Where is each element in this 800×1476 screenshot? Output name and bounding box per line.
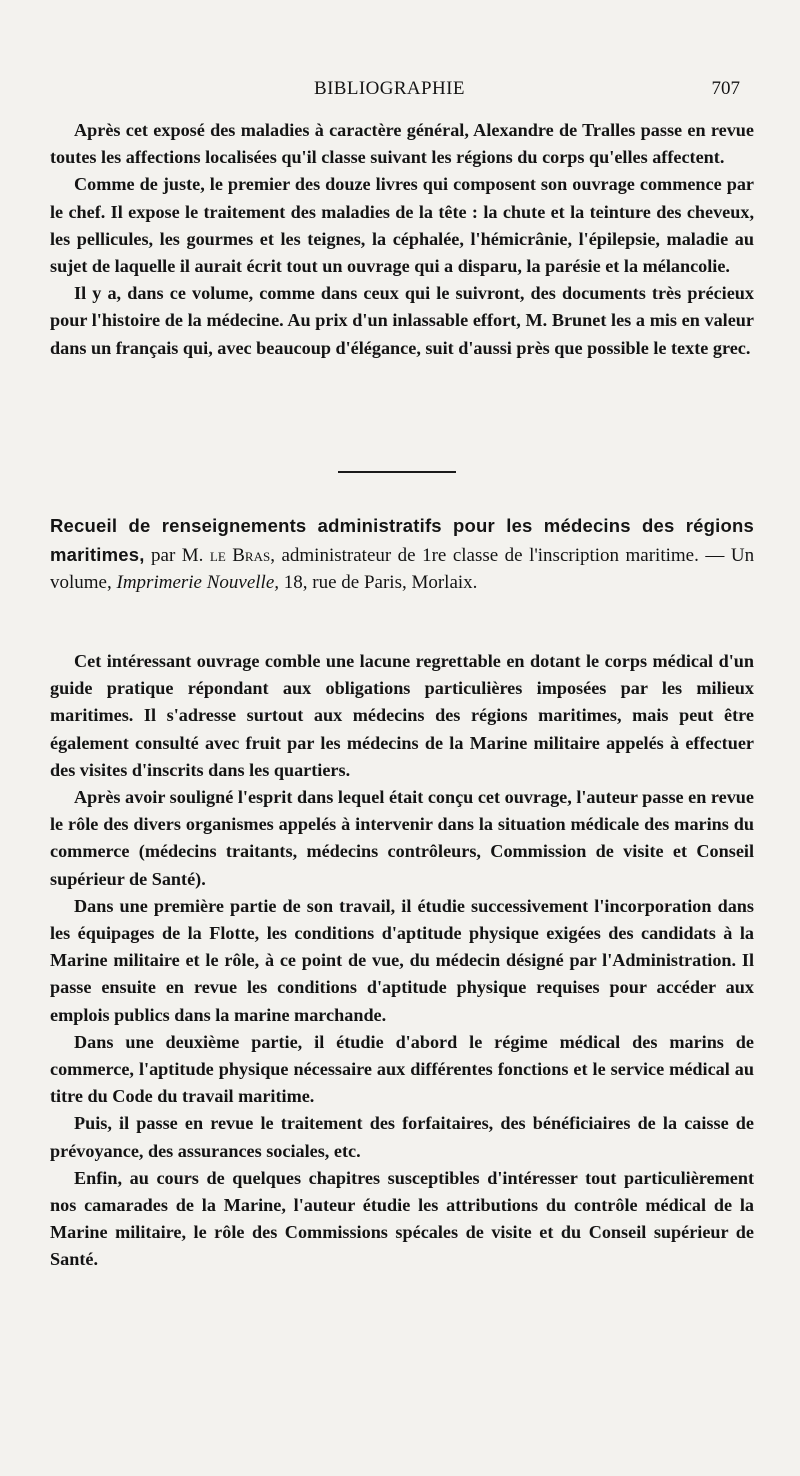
section-alexandre-de-tralles — [50, 117, 754, 362]
review-heading — [50, 512, 754, 597]
paragraph: Après cet exposé des maladies à caractère général, Alexandre de Tralles passe en revue toutes les affections localisées qu'il classe suivant les régions du corps qu'elles affectent. — [50, 120, 754, 168]
paragraph: Après avoir souligné l'esprit dans lequel était conçu cet ouvrage, l'auteur passe en revue le rôle des divers organismes appelés à intervenir dans la situation médicale des marins du commerce (médecins traitants, médecins contrôleurs, Commission de visite et Conseil supérieur de Santé). — [50, 787, 754, 889]
section-review-body — [50, 648, 754, 1274]
review-publisher: Imprimerie Nouvelle, — [116, 572, 280, 593]
paragraph: Dans une première partie de son travail, il étudie successivement l'incorporation dans les équipages de la Flotte, les conditions d'aptitude physique exigées des candidats à la Marine militaire et le rôle, à ce point de vue, du médecin désigné par l'Administration. Il passe ensuite en revue les conditions d'aptitude physique requises pour accéder aux emplois publics dans la marine marchande. — [50, 895, 754, 1025]
paragraph: Cet intéressant ouvrage comble une lacune regrettable en dotant le corps médical d'un guide pratique répondant aux obligations particulières imposées par les milieux maritimes. Il s'adresse surtout aux médecins des régions maritimes, mais peut être également consulté avec fruit par les médecins de la Marine militaire appelés à effectuer des visites d'inscrits dans les quartiers. — [50, 651, 754, 780]
review-author-role: administrateur de 1re classe de l'inscription maritime. — [281, 544, 699, 566]
paragraph: Dans une deuxième partie, il étudie d'abord le régime médical des marins de commerce, l'aptitude physique nécessaire aux différentes fonctions et le service médical au titre du Code du travail maritime. — [50, 1031, 754, 1107]
review-address: 18, rue de Paris, Morlaix. — [283, 572, 478, 593]
review-dash: — — [705, 544, 725, 566]
running-header — [50, 78, 754, 102]
review-by: par M. — [151, 544, 204, 566]
running-title: BIBLIOGRAPHIE — [314, 78, 465, 99]
paragraph: Il y a, dans ce volume, comme dans ceux qui le suivront, des documents très précieux pour l'histoire de la médecine. Au prix d'un inlassable effort, M. Brunet les a mis en valeur dans un français qui, avec beaucoup d'élégance, suit d'aussi près que possible le texte grec. — [50, 283, 754, 358]
page-number: 707 — [711, 78, 740, 99]
paragraph: Enfin, au cours de quelques chapitres susceptibles d'intéresser tout particulièrement nos camarades de la Marine, l'auteur étudie les attributions du contrôle médical de la Marine militaire, le rôle des Commissions spécales de visite et du Conseil supérieur de Santé. — [50, 1167, 754, 1270]
review-author: le Bras, — [209, 544, 275, 566]
paragraph: Comme de juste, le premier des douze livres qui composent son ouvrage commence par le chef. Il expose le traitement des maladies de la tête : la chute et la teinture des cheveux, les pellicules, les gourmes et les teignes, la céphalée, l'hémicrânie, l'épilepsie, maladie au sujet de laquelle il aurait écrit tout un ouvrage qui a disparu, la parésie et la mélancolie. — [50, 174, 754, 277]
section-divider — [338, 471, 456, 473]
paragraph: Puis, il passe en revue le traitement des forfaitaires, des bénéficiaires de la caisse de prévoyance, des assurances sociales, etc. — [50, 1113, 754, 1161]
review-title: Recueil de renseignements administratifs pour les médecins des régions maritimes, — [50, 515, 754, 565]
review-volume: Un volume, — [50, 544, 755, 593]
